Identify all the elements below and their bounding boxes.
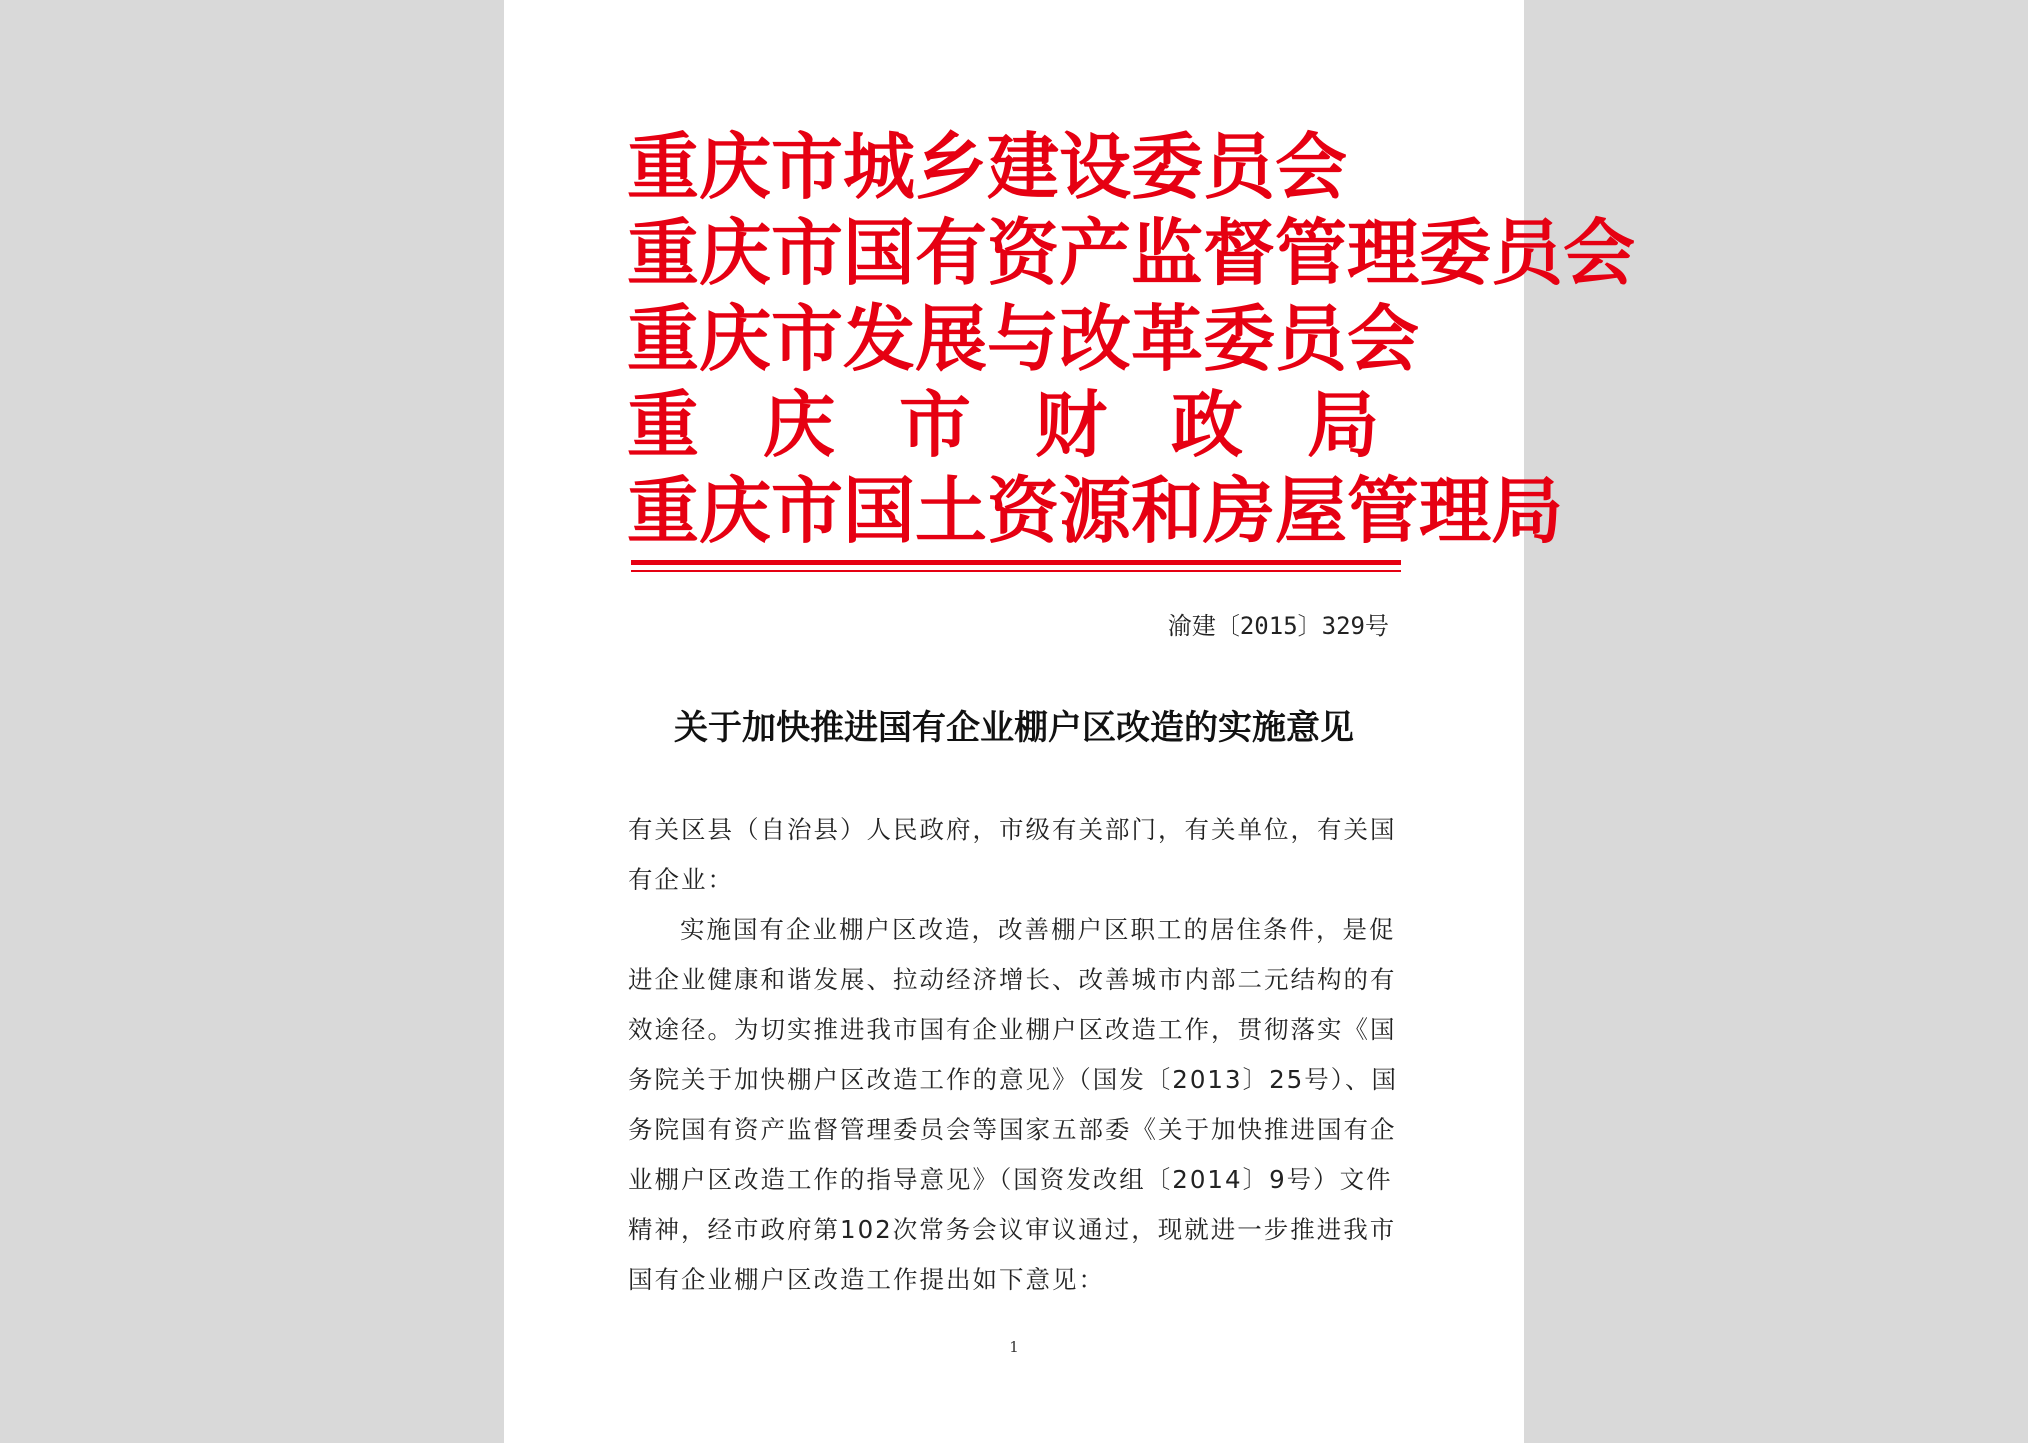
issuing-organizations <box>627 124 1636 554</box>
red-header-rule-thin <box>631 570 1401 572</box>
document-body <box>628 805 1408 1305</box>
salutation: 有关区县（自治县）人民政府，市级有关部门，有关单位，有关国有企业： <box>628 815 1397 894</box>
document-page <box>504 0 1636 1443</box>
red-header-rule <box>631 560 1401 565</box>
document-title: 关于加快推进国有企业棚户区改造的实施意见 <box>674 708 1354 748</box>
org-development-reform-committee: 重庆市发展与改革委员会 <box>627 296 1420 381</box>
org-construction-committee: 重庆市城乡建设委员会 <box>627 124 1348 209</box>
org-land-housing-bureau: 重庆市国土资源和房屋管理局 <box>627 468 1564 553</box>
page-number: 1 <box>1009 1338 1019 1356</box>
org-finance-bureau: 重庆市财政局 <box>627 382 1444 467</box>
body-paragraph: 实施国有企业棚户区改造，改善棚户区职工的居住条件，是促进企业健康和谐发展、拉动经济增长、改善城市内部二元结构的有效途径。为切实推进我市国有企业棚户区改造工作，贯彻落实《国务院关于加快棚户区改造工作的意见》（国发〔2013〕25号）、国务院国有资产监督管理委员会等国家五部委《关于加快推进国有企业棚户区改造工作的指导意见》（国资发改组〔2014〕9号）文件精神，经市政府第102次常务会议审议通过，现就进一步推进我市国有企业棚户区改造工作提出如下意见： <box>628 915 1399 1294</box>
document-number: 渝建〔2015〕329号 <box>1167 612 1389 640</box>
org-sasac: 重庆市国有资产监督管理委员会 <box>627 210 1636 295</box>
